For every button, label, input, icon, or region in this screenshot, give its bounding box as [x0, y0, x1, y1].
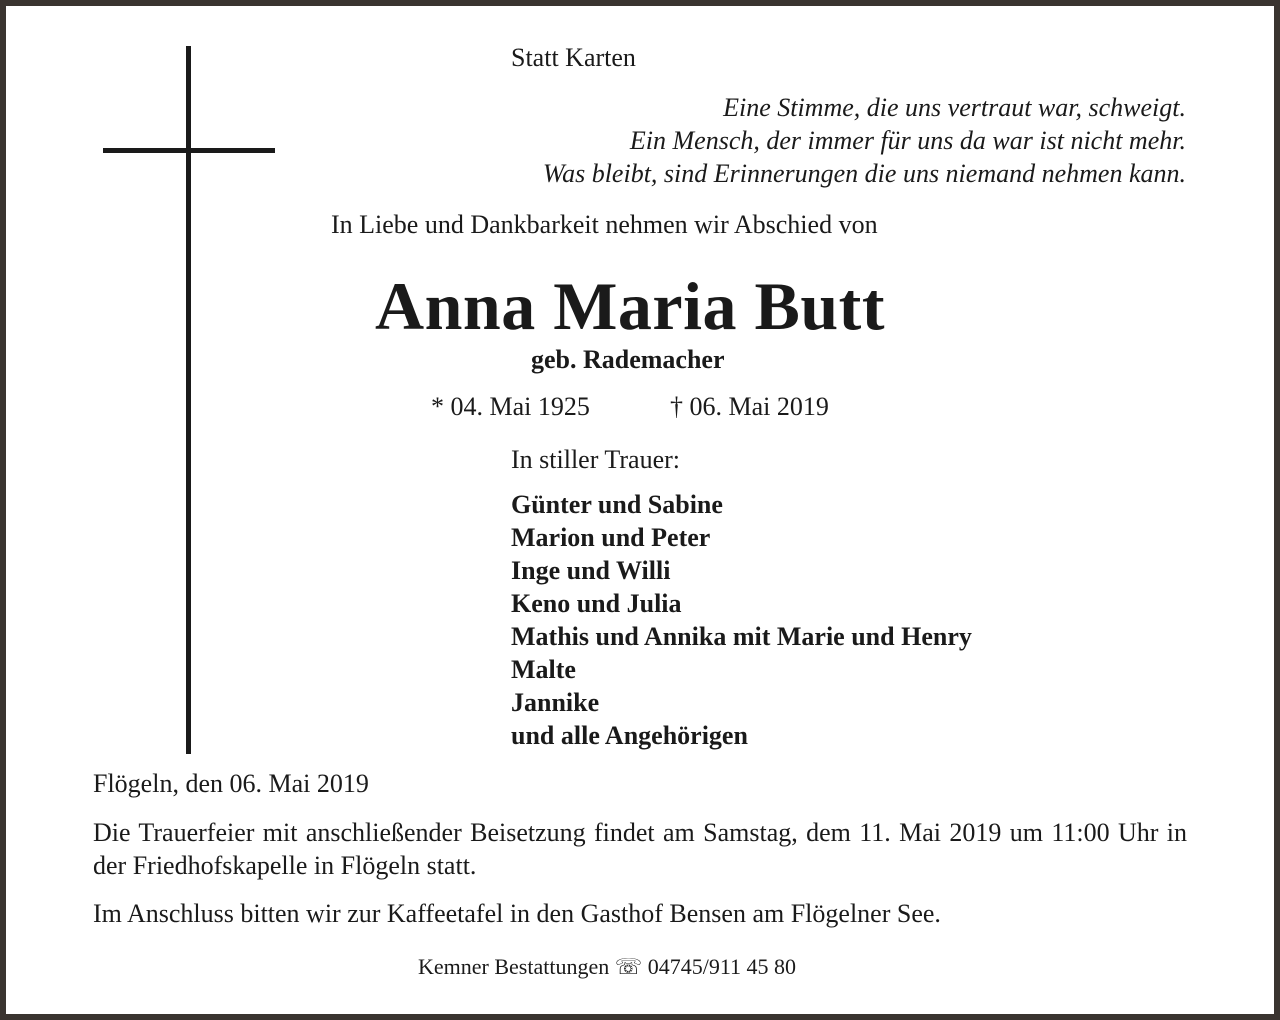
reception-text: Im Anschluss bitten wir zur Kaffeetafel in den Gasthof Bensen am Flögelner See.	[93, 899, 941, 928]
list-item: Marion und Peter	[511, 523, 711, 552]
poem	[543, 91, 1186, 190]
list-item: Malte	[511, 655, 576, 684]
maiden-name: geb. Rademacher	[531, 345, 725, 374]
mourning-heading: In stiller Trauer:	[511, 445, 680, 474]
place-date: Flögeln, den 06. Mai 2019	[93, 769, 369, 798]
poem-line: Ein Mensch, der immer für uns da war ist nicht mehr.	[629, 126, 1186, 155]
telephone-icon: ☏	[614, 954, 643, 979]
statt-karten: Statt Karten	[511, 43, 636, 72]
cross-icon-bar	[103, 148, 275, 153]
list-item: und alle Angehörigen	[511, 721, 748, 750]
mourner-list	[511, 488, 972, 752]
birth-date: * 04. Mai 1925	[431, 392, 590, 421]
intro-text: In Liebe und Dankbarkeit nehmen wir Abschied von	[331, 210, 878, 239]
list-item: Mathis und Annika mit Marie und Henry	[511, 622, 972, 651]
list-item: Günter und Sabine	[511, 490, 723, 519]
phone-number: 04745/911 45 80	[647, 954, 797, 979]
obituary-card	[6, 6, 1274, 1014]
funeral-home-name: Kemner Bestattungen	[418, 954, 610, 979]
ceremony-text: Die Trauerfeier mit anschließender Beisetzung findet am Samstag, dem 11. Mai 2019 um 11:00 Uhr in der Friedhofskapelle in Flögeln statt.	[93, 818, 1187, 880]
list-item: Jannike	[511, 688, 600, 717]
poem-line: Eine Stimme, die uns vertraut war, schweigt.	[723, 93, 1186, 122]
list-item: Inge und Willi	[511, 556, 671, 585]
funeral-home-footer	[418, 953, 796, 981]
list-item: Keno und Julia	[511, 589, 682, 618]
death-date: † 06. Mai 2019	[670, 392, 829, 421]
poem-line: Was bleibt, sind Erinnerungen die uns niemand nehmen kann.	[542, 159, 1186, 188]
deceased-name: Anna Maria Butt	[375, 268, 885, 344]
